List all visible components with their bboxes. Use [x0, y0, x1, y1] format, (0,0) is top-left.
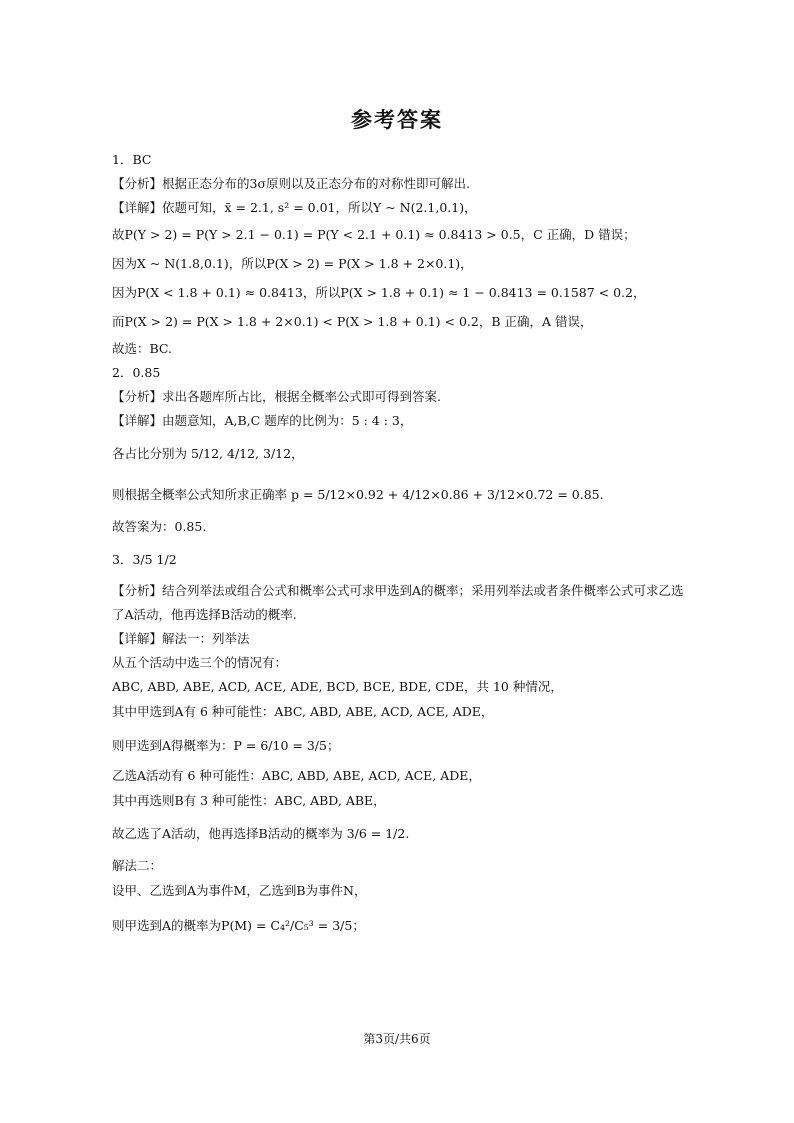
answer-3-detail-line-5: 乙选A活动有 6 种可能性：ABC, ABD, ABE, ACD, ACE, ADE， — [112, 768, 481, 783]
answer-3-detail-line-4: 则甲选到A得概率为：P = 6/10 = 3/5； — [112, 738, 340, 753]
answer-3-analysis-line-1: 【分析】结合列举法或组合公式和概率公式可求甲选到A的概率；采用列举法或者条件概率公式可求乙选 — [112, 583, 684, 598]
answer-2-conclusion: 故答案为：0.85. — [112, 519, 207, 534]
answer-3-detail-line-7: 故乙选了A活动，他再选择B活动的概率为 3/6 = 1/2. — [112, 826, 410, 841]
answer-2-detail-line-1: 【详解】由题意知，A,B,C 题库的比例为：5 : 4 : 3， — [112, 413, 413, 428]
answer-2-analysis: 【分析】求出各题库所占比，根据全概率公式即可得到答案. — [112, 389, 441, 404]
page-title: 参考答案 — [351, 108, 443, 132]
page-footer: 第3页/共6页 — [363, 1032, 431, 1046]
answer-3-detail-heading: 【详解】解法一：列举法 — [112, 631, 250, 646]
answer-3-heading: 3．3/5 1/2 — [112, 552, 177, 567]
answer-3-method-2-heading: 解法二： — [112, 858, 163, 873]
answer-3-detail-line-3: 其中甲选到A有 6 种可能性：ABC, ABD, ABE, ACD, ACE, ADE， — [112, 704, 494, 719]
answer-1-detail-line-5: 而P(X > 2) = P(X > 1.8 + 2×0.1) < P(X > 1.8 + 0.1) < 0.2，B 正确，A 错误， — [112, 314, 593, 329]
answer-3-analysis-line-2: 了A活动，他再选择B活动的概率. — [112, 607, 297, 622]
answer-1-detail-line-1: 【详解】依题可知，x̄ = 2.1, s² = 0.01，所以Y ~ N(2.1,0.1)， — [112, 200, 477, 215]
answer-3-detail-line-6: 其中再选则B有 3 种可能性：ABC, ABD, ABE， — [112, 793, 386, 808]
answer-1-detail-line-4: 因为P(X < 1.8 + 0.1) ≈ 0.8413，所以P(X > 1.8 + 0.1) ≈ 1 − 0.8413 = 0.1587 < 0.2， — [112, 285, 646, 300]
answer-1-detail-line-2: 故P(Y > 2) = P(Y > 2.1 − 0.1) = P(Y < 2.1 + 0.1) ≈ 0.8413 > 0.5，C 正确，D 错误； — [112, 227, 636, 242]
answer-3-method-2-line-1: 设甲、乙选到A为事件M，乙选到B为事件N， — [112, 883, 367, 898]
answer-2-detail-line-2: 各占比分别为 5/12, 4/12, 3/12， — [112, 446, 304, 461]
answer-2-heading: 2．0.85 — [112, 365, 161, 380]
answer-1-conclusion: 故选：BC. — [112, 341, 173, 356]
answer-3-method-2-line-2: 则甲选到A的概率为P(M) = C₄²/C₅³ = 3/5； — [112, 918, 365, 933]
answer-1-detail-line-3: 因为X ~ N(1.8,0.1)，所以P(X > 2) = P(X > 1.8 + 2×0.1)， — [112, 256, 473, 271]
answer-1-analysis: 【分析】根据正态分布的3σ原则以及正态分布的对称性即可解出. — [112, 176, 470, 191]
answer-2-detail-line-3: 则根据全概率公式知所求正确率 p = 5/12×0.92 + 4/12×0.86 + 3/12×0.72 = 0.85. — [112, 487, 604, 502]
answer-3-detail-line-1: 从五个活动中选三个的情况有： — [112, 655, 288, 670]
answer-3-detail-line-2: ABC, ABD, ABE, ACD, ACE, ADE, BCD, BCE, BDE, CDE，共 10 种情况， — [112, 679, 563, 694]
answer-1-heading: 1．BC — [112, 152, 152, 167]
